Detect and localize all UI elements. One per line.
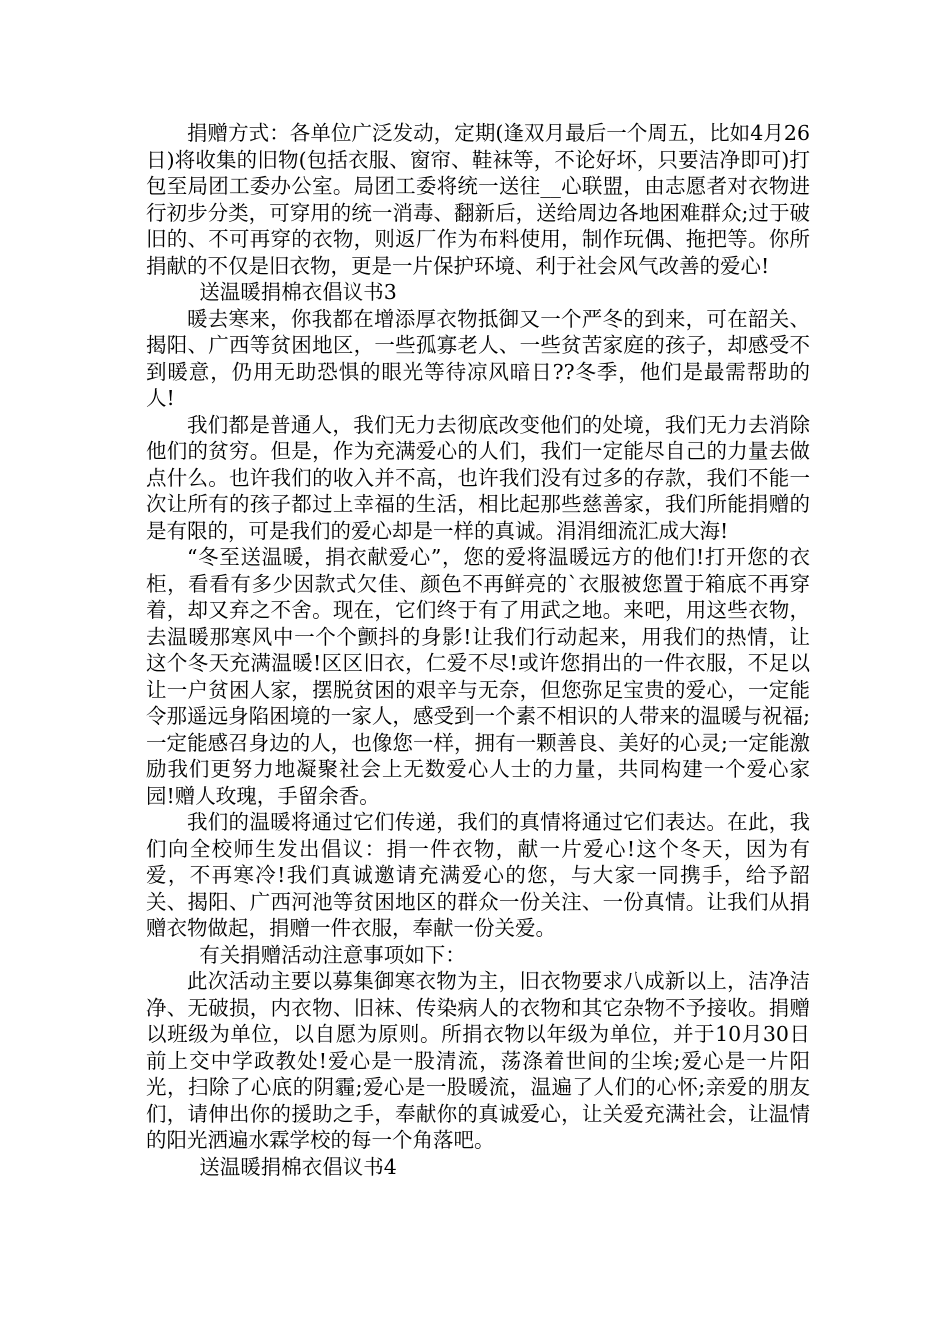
heading-proposal-3: 送温暖捐棉衣倡议书3: [199, 280, 397, 304]
paragraph-proposal-call: 我们的温暖将通过它们传递，我们的真情将通过它们表达。在此，我们向全校师生发出倡议：捐一件衣物，献一片爱心!这个冬天，因为有爱，不再寒冷!我们真诚邀请充满爱心的您，与大家一同携手，给予韶关、揭阳、广西河池等贫困地区的群众一份关注、一份真情。让我们从捐赠衣物做起，捐赠一件衣服，奉献一份关爱。: [146, 810, 810, 940]
paragraph-ordinary-people: 我们都是普通人，我们无力去彻底改变他们的处境，我们无力去消除他们的贫穷。但是，作为充满爱心的人们，我们一定能尽自己的力量去做点什么。也许我们的收入并不高，也许我们没有过多的存款，我们不能一次让所有的孩子都过上幸福的生活，相比起那些慈善家，我们所能捐赠的是有限的，可是我们的爱心却是一样的真诚。涓涓细流汇成大海!: [146, 412, 810, 543]
heading-proposal-4: 送温暖捐棉衣倡议书4: [199, 1154, 397, 1179]
paragraph-winter-solstice: “冬至送温暖，捐衣献爱心”，您的爱将温暖远方的他们!打开您的衣柜，看看有多少因款式欠佳、颜色不再鲜亮的`衣服被您置于箱底不再穿着，却又弃之不舍。现在，它们终于有了用武之地。来吧，用这些衣物，去温暖那寒风中一个个颤抖的身影!让我们行动起来，用我们的热情，让这个冬天充满温暖!区区旧衣，仁爱不尽!或许您捐出的一件衣服，不足以让一户贫困人家，摆脱贫困的艰辛与无奈，但您弥足宝贵的爱心，一定能令那遥远身陷困境的一家人，感受到一个素不相识的人带来的温暖与祝福;一定能感召身边的人，也像您一样，拥有一颗善良、美好的心灵;一定能激励我们更努力地凝聚社会上无数爱心人士的力量，共同构建一个爱心家园!赠人玫瑰，手留余香。: [146, 545, 810, 808]
paragraph-donation-method: 捐赠方式：各单位广泛发动，定期(逢双月最后一个周五，比如4月26日)将收集的旧物(包括衣服、窗帘、鞋袜等，不论好坏，只要洁净即可)打包至局团工委办公室。局团工委将统一送往__心联盟，由志愿者对衣物进行初步分类，可穿用的统一消毒、翻新后，送给周边各地困难群众;过于破旧的、不可再穿的衣物，则返厂作为布料使用，制作玩偶、拖把等。你所捐献的不仅是旧衣物，更是一片保护环境、利于社会风气改善的爱心!: [146, 121, 810, 278]
paragraph-winter-intro: 暖去寒来，你我都在增添厚衣物抵御又一个严冬的到来，可在韶关、揭阳、广西等贫困地区，一些孤寡老人、一些贫苦家庭的孩子，却感受不到暖意，仍用无助恐惧的眼光等待凉风暗日??冬季，他们是最需帮助的人!: [146, 306, 810, 410]
heading-notes: 有关捐赠活动注意事项如下：: [199, 942, 466, 967]
paragraph-activity-details: 此次活动主要以募集御寒衣物为主，旧衣物要求八成新以上，洁净洁净、无破损，内衣物、旧袜、传染病人的衣物和其它杂物不予接收。捐赠以班级为单位，以自愿为原则。所捐衣物以年级为单位，并于10月30日前上交中学政教处!爱心是一股清流，荡涤着世间的尘埃;爱心是一片阳光，扫除了心底的阴霾;爱心是一股暖流，温遍了人们的心怀;亲爱的朋友们，请伸出你的援助之手，奉献你的真诚爱心，让关爱充满社会，让温情的阳光洒遍水霖学校的每一个角落吧。: [146, 969, 810, 1152]
document-body: [146, 120, 810, 1180]
